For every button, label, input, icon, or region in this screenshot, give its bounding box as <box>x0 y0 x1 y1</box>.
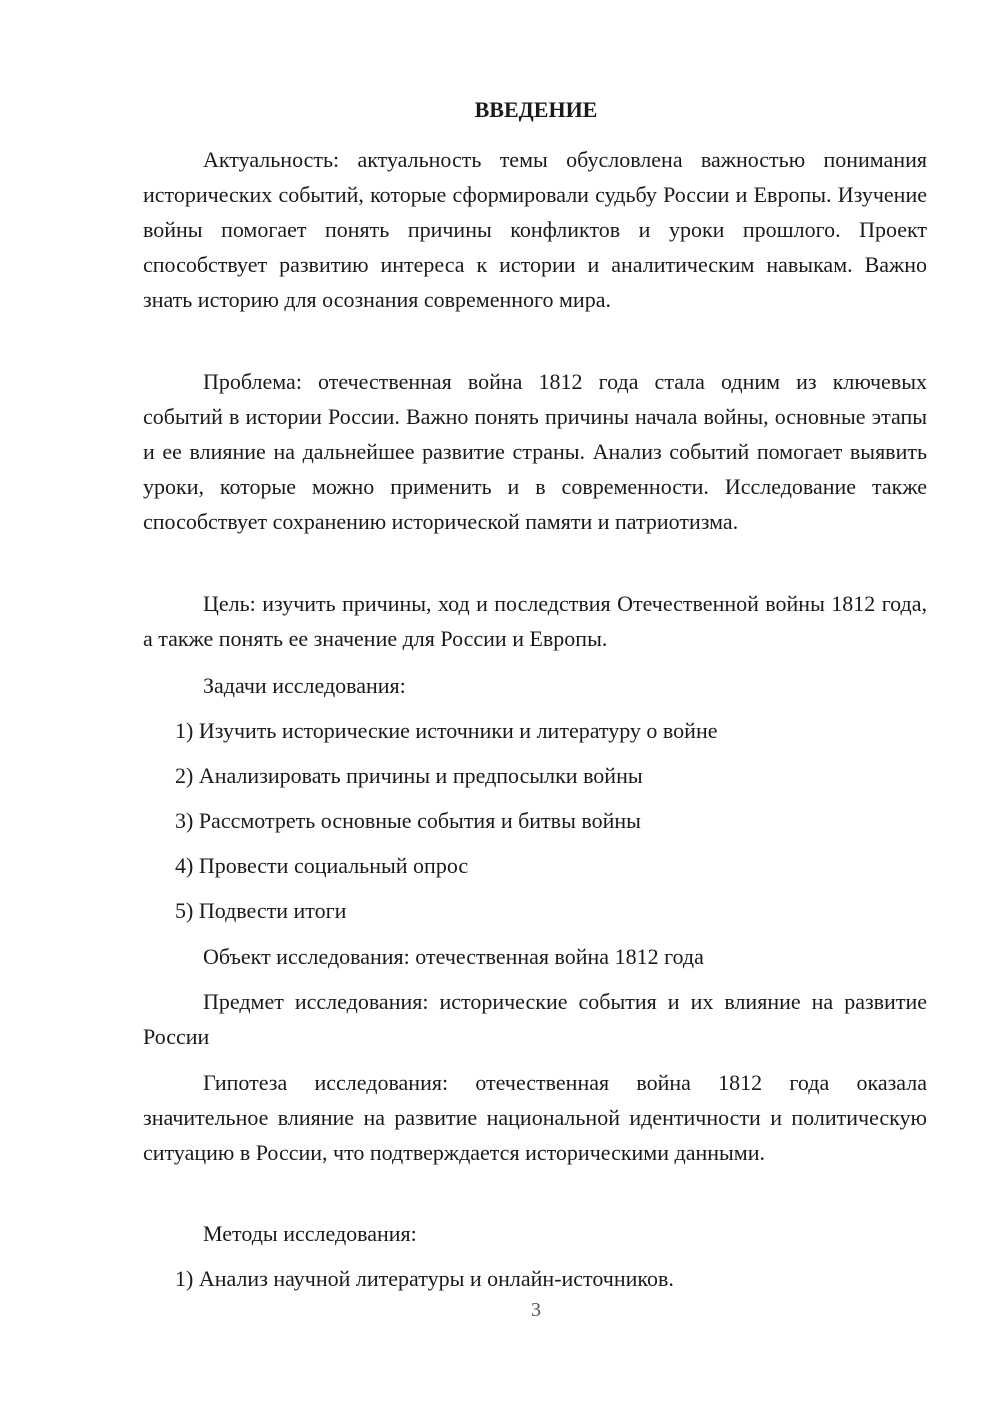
relevance-paragraph: Актуальность: актуальность темы обусловлена важностью понимания исторических событий, которые сформировали судьбу России и Европы. Изучение войны помогает понять причины конфликтов и уроки прошлого. Проект способствует развитию интереса к истории и аналитическим навыкам. Важно знать историю для осознания современного мира. <box>143 147 927 312</box>
problem-paragraph: Проблема: отечественная война 1812 года стала одним из ключевых событий в истории России. Важно понять причины начала войны, основные этапы и ее влияние на дальнейшее развитие страны. Анализ событий помогает выявить уроки, которые можно применить и в современности. Исследование также способствует сохранению исторической памяти и патриотизма. <box>143 369 927 534</box>
subject-paragraph: Предмет исследования: исторические события и их влияние на развитие России <box>143 989 927 1049</box>
section-heading: ВВЕДЕНИЕ <box>474 97 598 122</box>
object-paragraph: Объект исследования: отечественная война 1812 года <box>203 944 704 969</box>
task-item: 3) Рассмотреть основные события и битвы войны <box>175 808 641 833</box>
goal-paragraph: Цель: изучить причины, ход и последствия Отечественной войны 1812 года, а также понять ее значение для России и Европы. <box>143 591 927 651</box>
task-item: 1) Изучить исторические источники и литературу о войне <box>175 718 718 743</box>
task-item: 4) Провести социальный опрос <box>175 853 469 878</box>
task-item: 5) Подвести итоги <box>175 898 347 923</box>
task-item: 2) Анализировать причины и предпосылки войны <box>175 763 643 788</box>
method-item: 1) Анализ научной литературы и онлайн-источников. <box>175 1266 674 1291</box>
methods-label: Методы исследования: <box>203 1221 417 1246</box>
page-number: 3 <box>531 1299 541 1321</box>
hypothesis-paragraph: Гипотеза исследования: отечественная война 1812 года оказала значительное влияние на развитие национальной идентичности и политическую ситуацию в России, что подтверждается историческими данными. <box>143 1070 927 1165</box>
tasks-label: Задачи исследования: <box>203 673 406 698</box>
